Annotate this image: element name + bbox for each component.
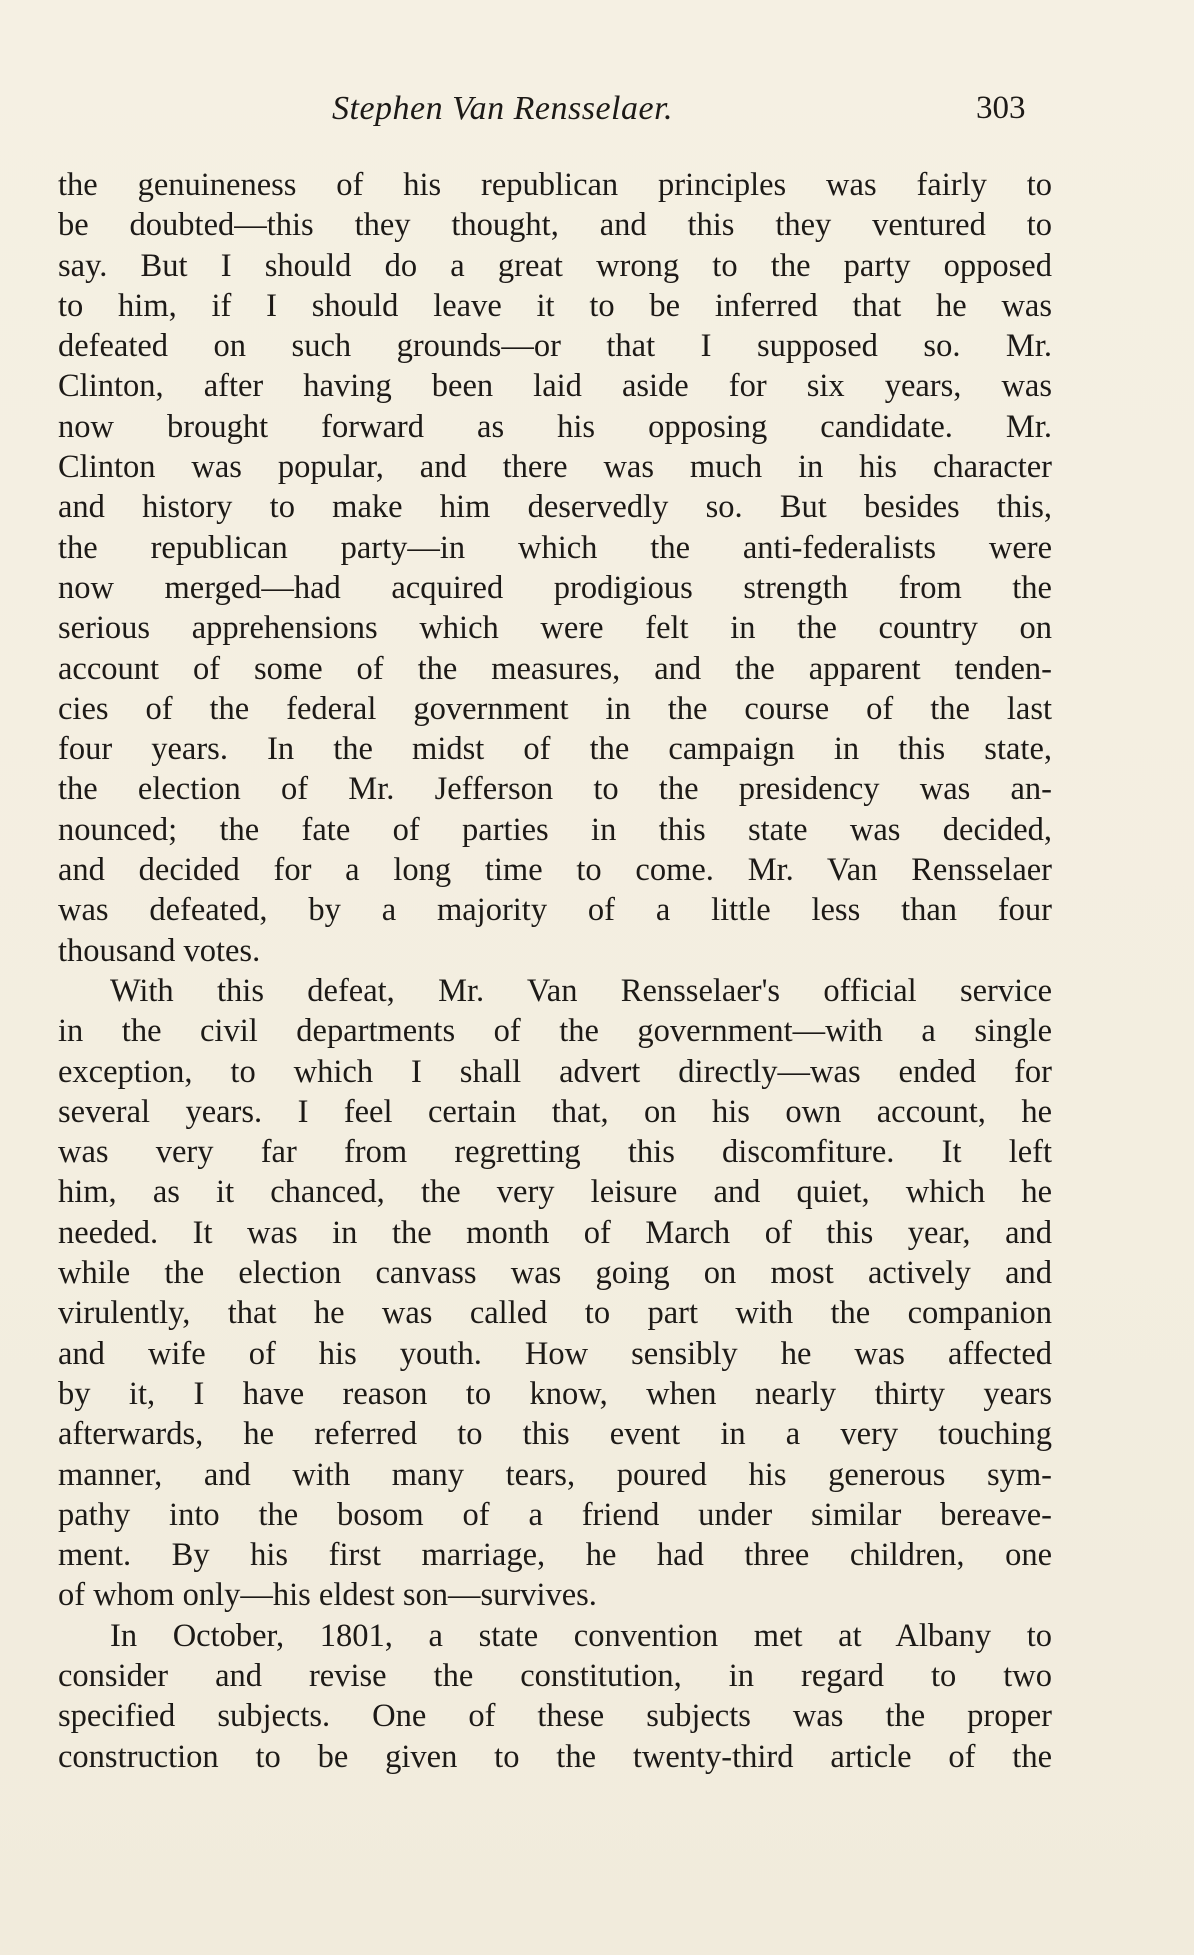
text-line: cies of the federal government in the course of the last — [58, 690, 1052, 727]
text-line: defeated on such grounds—or that I supposed so. Mr. — [58, 328, 1052, 365]
text-line: four years. In the midst of the campaign in this state, — [58, 731, 1052, 768]
text-line: ment. By his first marriage, he had three children, one — [58, 1537, 1052, 1574]
text-line: was very far from regretting this discomfiture. It left — [58, 1134, 1052, 1171]
text-line: him, as it chanced, the very leisure and quiet, which he — [58, 1174, 1052, 1211]
text-line: in the civil departments of the government—with a single — [58, 1013, 1052, 1050]
text-line: account of some of the measures, and the apparent tenden- — [58, 650, 1052, 687]
text-line: thousand votes. — [58, 932, 261, 969]
text-line: consider and revise the constitution, in regard to two — [58, 1657, 1052, 1694]
text-line: be doubted—this they thought, and this they ventured to — [58, 207, 1052, 244]
text-line: Clinton, after having been laid aside for six years, was — [58, 368, 1052, 405]
text-line: while the election canvass was going on most actively and — [58, 1255, 1052, 1292]
text-line: to him, if I should leave it to be inferred that he was — [58, 287, 1052, 324]
text-line: With this defeat, Mr. Van Rensselaer's official service — [110, 972, 1052, 1009]
text-line: now brought forward as his opposing candidate. Mr. — [58, 408, 1052, 445]
text-line: and history to make him deservedly so. But besides this, — [58, 489, 1052, 526]
text-line: exception, to which I shall advert directly—was ended for — [58, 1053, 1052, 1090]
text-line: several years. I feel certain that, on his own account, he — [58, 1093, 1052, 1130]
text-line: the genuineness of his republican principles was fairly to — [58, 167, 1052, 203]
text-line: and decided for a long time to come. Mr. Van Rensselaer — [58, 852, 1052, 889]
text-line: construction to be given to the twenty-third article of the — [58, 1738, 1052, 1775]
text-line: serious apprehensions which were felt in the country on — [58, 610, 1052, 647]
text-line: was defeated, by a majority of a little less than four — [58, 892, 1052, 929]
text-line: pathy into the bosom of a friend under similar bereave- — [58, 1496, 1052, 1533]
running-head — [0, 90, 1194, 134]
text-line: needed. It was in the month of March of this year, and — [58, 1214, 1052, 1251]
text-line: of whom only—his eldest son—survives. — [58, 1577, 597, 1614]
text-line: specified subjects. One of these subjects was the proper — [58, 1698, 1052, 1735]
body-text — [58, 165, 1052, 1777]
text-line: manner, and with many tears, poured his generous sym- — [58, 1456, 1052, 1493]
text-line: by it, I have reason to know, when nearly thirty years — [58, 1375, 1052, 1412]
text-line: the election of Mr. Jefferson to the presidency was an- — [58, 771, 1052, 808]
text-line: afterwards, he referred to this event in a very touching — [58, 1416, 1052, 1453]
text-line: and wife of his youth. How sensibly he was affected — [58, 1335, 1052, 1372]
text-line: Clinton was popular, and there was much in his character — [58, 449, 1052, 486]
text-line: say. But I should do a great wrong to the party opposed — [58, 247, 1052, 284]
text-line: the republican party—in which the anti-federalists were — [58, 529, 1052, 566]
text-line: virulently, that he was called to part with the companion — [58, 1295, 1052, 1332]
text-line: In October, 1801, a state convention met at Albany to — [110, 1617, 1052, 1654]
text-line: now merged—had acquired prodigious strength from the — [58, 569, 1052, 606]
text-line: nounced; the fate of parties in this state was decided, — [58, 811, 1052, 848]
page-number: 303 — [976, 90, 1026, 126]
running-head-title: Stephen Van Rensselaer. — [332, 90, 674, 127]
